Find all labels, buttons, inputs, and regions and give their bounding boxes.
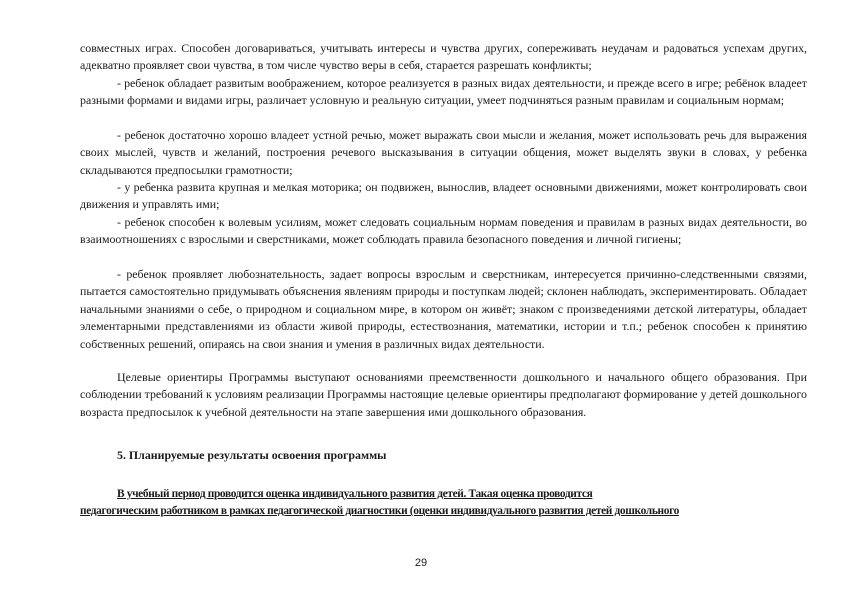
- paragraph-target-guidelines: Целевые ориентиры Программы выступают основаниями преемственности дошкольного и начального общего образования. При соблюдении требований к условиям реализации Программы настоящие целевые ориентиры предполагают формирование у детей дошкольного возраста предпосылок к учебной деятельности на этапе завершения ими дошкольного образования.: [80, 370, 807, 419]
- page-number: 29: [414, 557, 428, 569]
- paragraph-curiosity: - ребенок проявляет любознательность, задает вопросы взрослым и сверстникам, интересуется причинно-следственными связями, пытается самостоятельно придумывать объяснения явлениям природы и поступкам людей; склонен наблюдать, экспериментировать. Обладает начальными знаниями о себе, о природном и социальном мире, в котором он живёт; знаком с произведениями детской литературы, обладает элементарными представлениями из области живой природы, естествознания, математики, истории и т.п.; ребенок способен к принятию собственных решений, опираясь на свои знания и умения в различных видах деятельности.: [80, 267, 807, 351]
- section-heading: [117, 447, 386, 464]
- paragraph-imagination: - ребенок обладает развитым воображением, которое реализуется в разных видах деятельности, и прежде всего в игре; ребёнок владеет разными формами и видами игры, различает условную и реальную ситуации, умеет подчиняться разным правилам и социальным нормам;: [80, 76, 807, 108]
- assessment-line-2: педагогическим работником в рамках педагогической диагностики (оценки индивидуального развития детей дошкольного: [80, 505, 679, 517]
- paragraph-speech: - ребенок достаточно хорошо владеет устной речью, может выражать свои мысли и желания, может использовать речь для выражения своих мыслей, чувств и желаний, построения речевого высказывания в ситуации общения, может выделять звуки в словах, у ребенка складываются предпосылки грамотности;: [80, 128, 807, 177]
- paragraph-motor-skills: - у ребенка развита крупная и мелкая моторика; он подвижен, вынослив, владеет основными движениями, может контролировать свои движения и управлять ими;: [80, 180, 807, 212]
- section-title: . Планируемые результаты освоения программы: [122, 448, 387, 462]
- section-number: 5: [117, 448, 123, 462]
- assessment-line-1: В учебный период проводится оценка индивидуального развития детей. Такая оценка проводится: [117, 488, 593, 500]
- paragraph-volition: - ребенок способен к волевым усилиям, может следовать социальным нормам поведения и правилам в разных видах деятельности, во взаимоотношениях с взрослыми и сверстниками, может соблюдать правила безопасного поведения и личной гигиены;: [80, 215, 807, 247]
- paragraph-continuation: совместных играх. Способен договариваться, учитывать интересы и чувства других, сопереживать неудачам и радоваться успехам других, адекватно проявляет свои чувства, в том числе чувство веры в себя, старается разрешать конфликты;: [80, 41, 807, 73]
